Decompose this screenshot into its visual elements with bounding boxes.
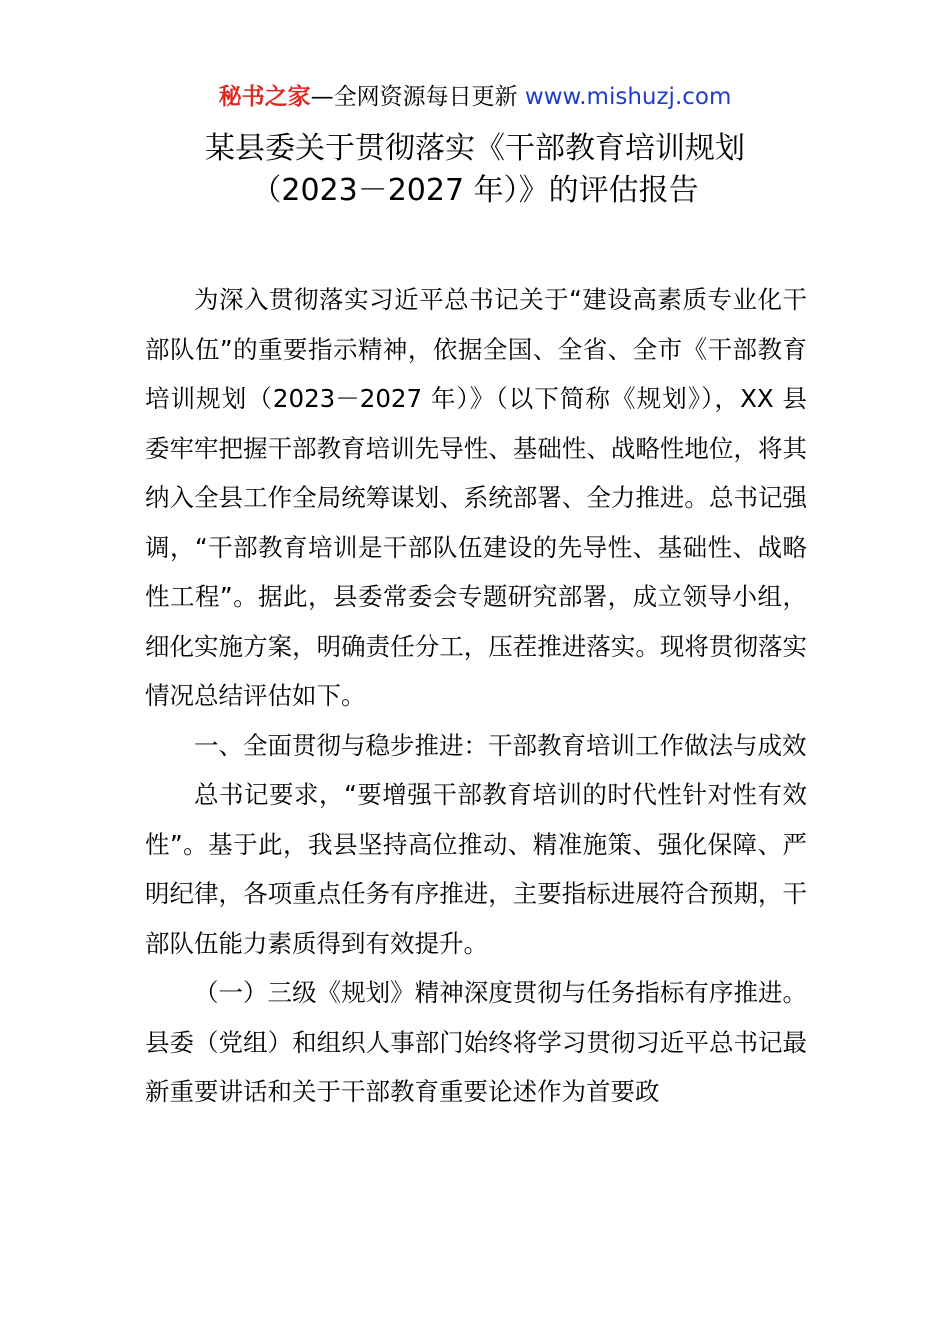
section-1-paragraph: 总书记要求，“要增强干部教育培训的时代性针对性有效性”。基于此，我县坚持高位推动、精准施策、强化保障、严明纪律，各项重点任务有序推进，主要指标进展符合预期，干部队伍能力素质得到有效提升。 <box>145 780 807 958</box>
subsection-1-paragraph: （一）三级《规划》精神深度贯彻与任务指标有序推进。县委（党组）和组织人事部门始终将学习贯彻习近平总书记最新重要讲话和关于干部教育重要论述作为首要政 <box>145 978 807 1106</box>
intro-paragraph: 为深入贯彻落实习近平总书记关于“建设高素质专业化干部队伍”的重要指示精神，依据全国、全省、全市《干部教育培训规划（2023－2027 年）》（以下简称《规划》），XX 县委牢牢把握干部教育培训先导性、基础性、战略性地位，将其纳入全县工作全局统筹谋划、系统部署、全力推进。总书记强调，“干部教育培训是干部队伍建设的先导性、基础性、战略性工程”。据此，县委常委会专题研究部署，成立领导小组，细化实施方案，明确责任分工，压茬推进落实。现将贯彻落实情况总结评估如下。 <box>145 285 807 710</box>
document-body <box>145 275 807 1117</box>
site-header <box>0 82 950 112</box>
site-url-link[interactable]: www.mishuzj.com <box>524 84 732 110</box>
title-line-2: （2023－2027 年）》的评估报告 <box>251 173 699 208</box>
section-heading-1: 一、全面贯彻与稳步推进：干部教育培训工作做法与成效 <box>194 730 807 760</box>
site-brand: 秘书之家 <box>218 84 311 110</box>
title-line-1: 某县委关于贯彻落实《干部教育培训规划 <box>205 131 745 166</box>
document-title <box>0 128 950 212</box>
site-tagline: —全网资源每日更新 <box>310 84 518 110</box>
